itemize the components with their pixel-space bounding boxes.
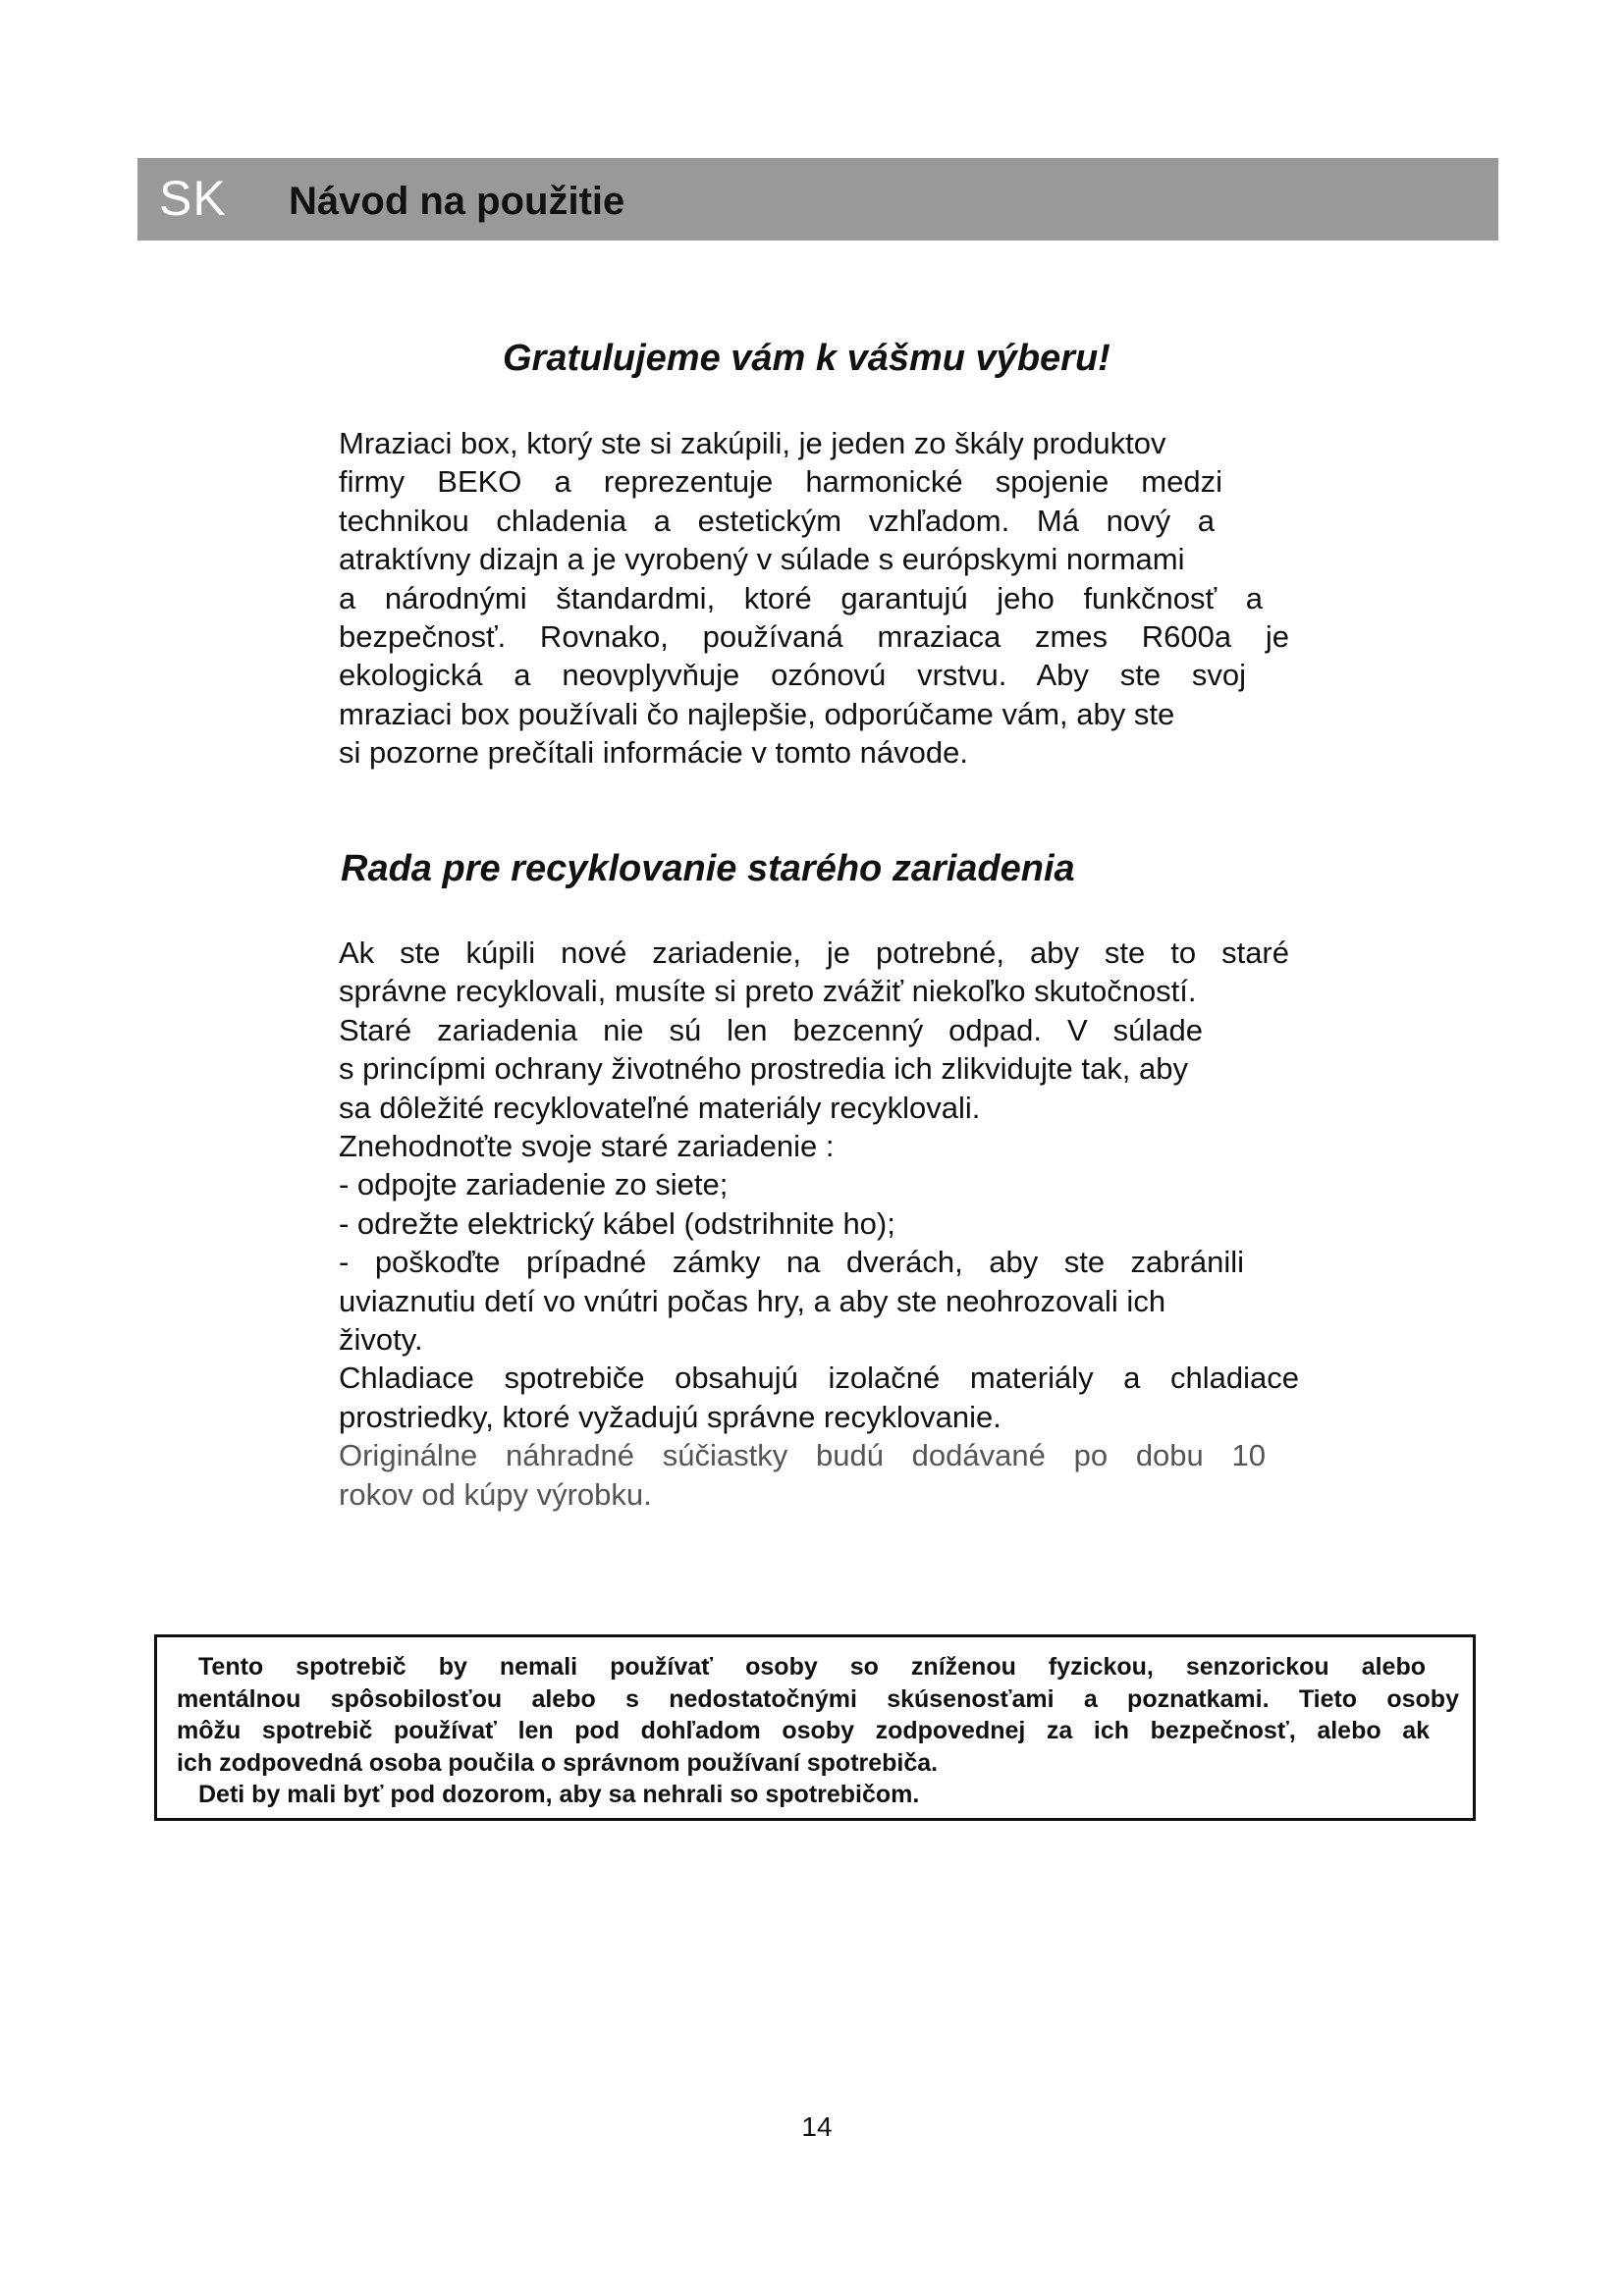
text-line: správne recyklovali, musíte si preto zvážiť niekoľko skutočností. [339,974,1197,1009]
text-line: atraktívny dizajn a je vyrobený v súlade s európskymi normami [339,542,1185,577]
page-number: 14 [801,2111,833,2142]
text-line: Znehodnoťte svoje staré zariadenie : [339,1129,835,1164]
header-bar [137,158,1498,240]
text-line: sa dôležité recyklovateľné materiály recyklovali. [339,1090,981,1125]
manual-title: Návod na použitie [289,180,625,223]
congratulations-heading: Gratulujeme vám k vášmu výberu! [503,338,1110,379]
text-line: s princípmi ochrany životného prostredia ich zlikvidujte tak, aby [339,1051,1188,1087]
list-item: - odpojte zariadenie zo siete; [339,1167,729,1202]
language-code: SK [159,171,227,226]
warning-line: Tento spotrebič by nemali používať osoby so zníženou fyzickou, senzorickou alebo [198,1653,1426,1681]
text-line: Chladiace spotrebiče obsahujú izolačné materiály a chladiace [339,1361,1299,1396]
warning-line: mentálnou spôsobilosťou alebo s nedostatočnými skúsenosťami a poznatkami. Tieto osoby [177,1684,1459,1713]
list-item: - poškoďte prípadné zámky na dverách, aby ste zabránili [339,1245,1244,1280]
warning-line: môžu spotrebič používať len pod dohľadom osoby zodpovednej za ich bezpečnosť, alebo ak [177,1717,1430,1744]
text-line: uviaznutiu detí vo vnútri počas hry, a aby ste neohrozovali ich [339,1283,1166,1318]
text-line: bezpečnosť. Rovnako, používaná mraziaca zmes R600a je [339,619,1289,655]
text-line: Mraziaci box, ktorý ste si zakúpili, je jeden zo škály produktov [339,426,1166,460]
warning-line: Deti by mali byť pod dozorom, aby sa nehrali so spotrebičom. [198,1781,920,1808]
recycling-paragraph [339,934,1301,1514]
text-line: a národnými štandardmi, ktoré garantujú jeho funkčnosť a [339,580,1263,615]
intro-paragraph [339,424,1301,773]
text-line: životy. [339,1322,423,1358]
spare-parts-note: Originálne náhradné súčiastky budú dodávané po dobu 10 [339,1438,1266,1473]
text-line: ekologická a neovplyvňuje ozónovú vrstvu. Aby ste svoj [339,658,1246,693]
list-item: - odrežte elektrický kábel (odstrihnite ho); [339,1205,895,1241]
safety-warning-text [177,1651,1459,1811]
text-line: firmy BEKO a reprezentuje harmonické spojenie medzi [339,464,1222,500]
warning-line: ich zodpovedná osoba poučila o správnom používaní spotrebiča. [177,1748,939,1777]
recycling-heading: Rada pre recyklovanie starého zariadenia [341,848,1075,889]
text-line: Ak ste kúpili nové zariadenie, je potrebné, aby ste to staré [339,935,1289,970]
spare-parts-note: rokov od kúpy výrobku. [339,1476,652,1512]
text-line: Staré zariadenia nie sú len bezcenný odpad. V súlade [339,1012,1203,1047]
text-line: prostriedky, ktoré vyžadujú správne recyklovanie. [339,1399,1001,1434]
text-line: si pozorne prečítali informácie v tomto návode. [339,735,968,771]
text-line: mraziaci box používali čo najlepšie, odporúčame vám, aby ste [339,696,1175,731]
safety-warning-box [154,1634,1476,1821]
text-line: technikou chladenia a estetickým vzhľadom. Má nový a [339,503,1215,538]
